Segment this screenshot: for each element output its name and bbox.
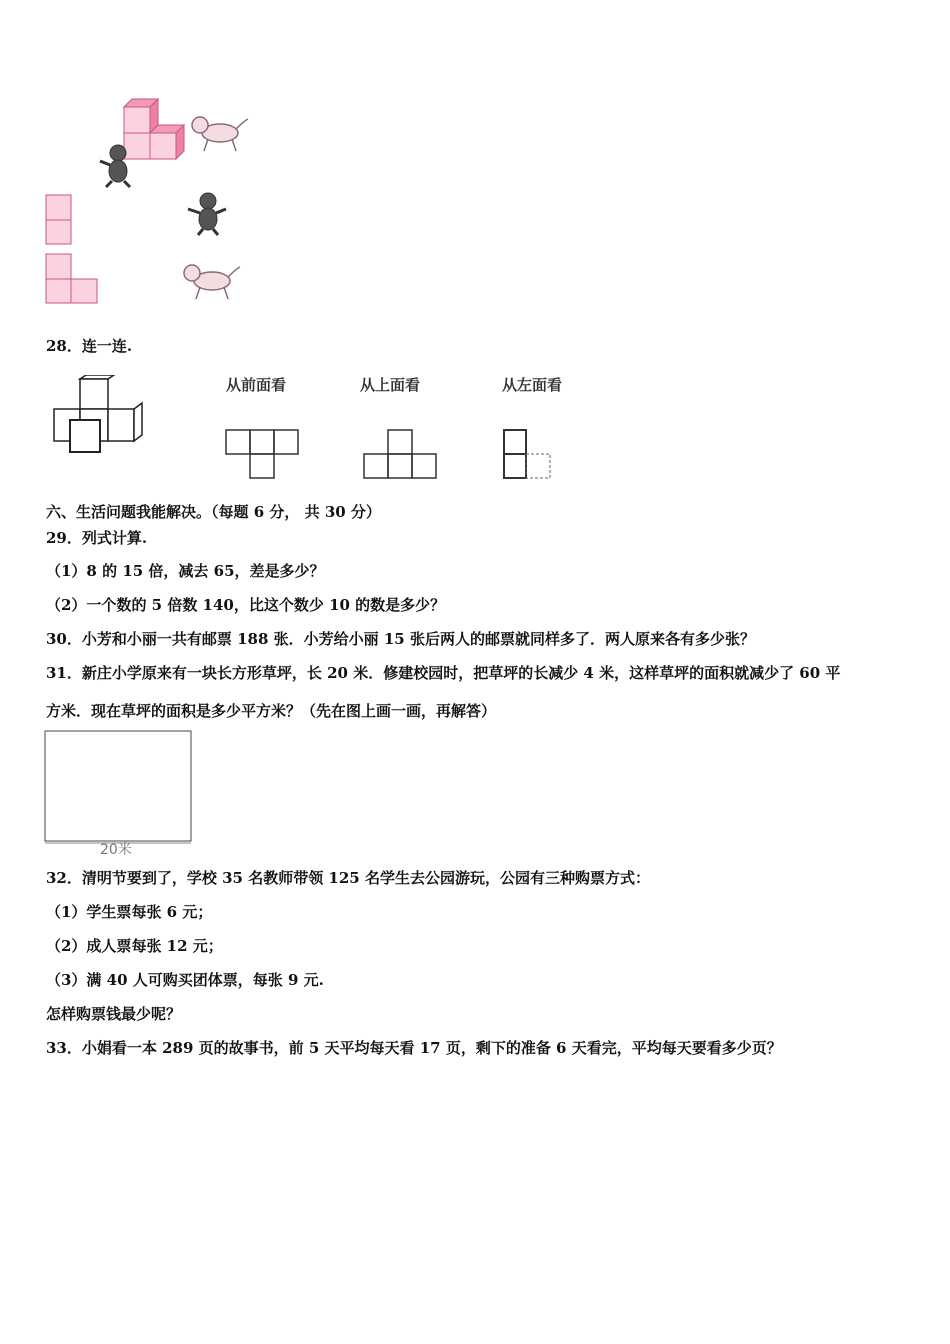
q33-text: 33．小娟看一本 289 页的故事书，前 5 天平均每天看 17 页，剩下的准备 6 天看完，平均每天要看多少页？: [46, 1039, 782, 1057]
cube-stack-figure: [40, 95, 255, 310]
view-option-a: [46, 195, 71, 244]
monkey-icon: [100, 145, 130, 187]
label-top-view: 从上面看: [360, 376, 421, 394]
q29-title: 29．列式计算.: [46, 529, 148, 547]
q31-length-label: 20米: [100, 842, 132, 858]
q29-item-2: （2）一个数的 5 倍数 140，比这个数少 10 的数是多少？: [46, 596, 446, 614]
q31-line-2: 方米．现在草坪的面积是多少平方米？（先在图上画一画，再解答）: [46, 702, 497, 720]
q30-text: 30．小芳和小丽一共有邮票 188 张．小芳给小丽 15 张后两人的邮票就同样多了．两人原来各有多少张？: [46, 630, 755, 648]
q32-item-2: （2）成人票每张 12 元；: [46, 937, 223, 955]
view-option-b: [46, 254, 97, 303]
q32-question: 怎样购票钱最少呢？: [46, 1005, 182, 1023]
monkey-icon: [188, 193, 226, 235]
q28-front-view: [224, 428, 302, 482]
pink-cube-stack: [124, 99, 184, 159]
q32-item-3: （3）满 40 人可购买团体票，每张 9 元.: [46, 971, 324, 989]
q31-line-1: 31．新庄小学原来有一块长方形草坪，长 20 米．修建校园时，把草坪的长减少 4 米，这样草坪的面积就减少了 60 平: [46, 664, 841, 682]
q32-item-1: （1）学生票每张 6 元；: [46, 903, 213, 921]
label-left-view: 从左面看: [502, 376, 563, 394]
q28-title: 28．连一连.: [46, 337, 133, 355]
q32-title: 32．清明节要到了，学校 35 名教师带领 125 名学生去公园游玩，公园有三种购票方式：: [46, 869, 650, 887]
dog-icon: [184, 265, 240, 299]
label-front-view: 从前面看: [226, 376, 287, 394]
q28-view-labels: [220, 372, 580, 402]
q28-solid-figure: [50, 375, 155, 460]
section6-title: 六、生活问题我能解决。（每题 6 分， 共 30 分）: [46, 503, 381, 521]
q28-top-view: [362, 428, 442, 482]
q29-item-1: （1）8 的 15 倍，减去 65，差是多少？: [46, 562, 325, 580]
q31-lawn-rectangle: [44, 730, 194, 860]
q28-left-view: [502, 428, 558, 482]
dog-icon: [192, 117, 248, 151]
